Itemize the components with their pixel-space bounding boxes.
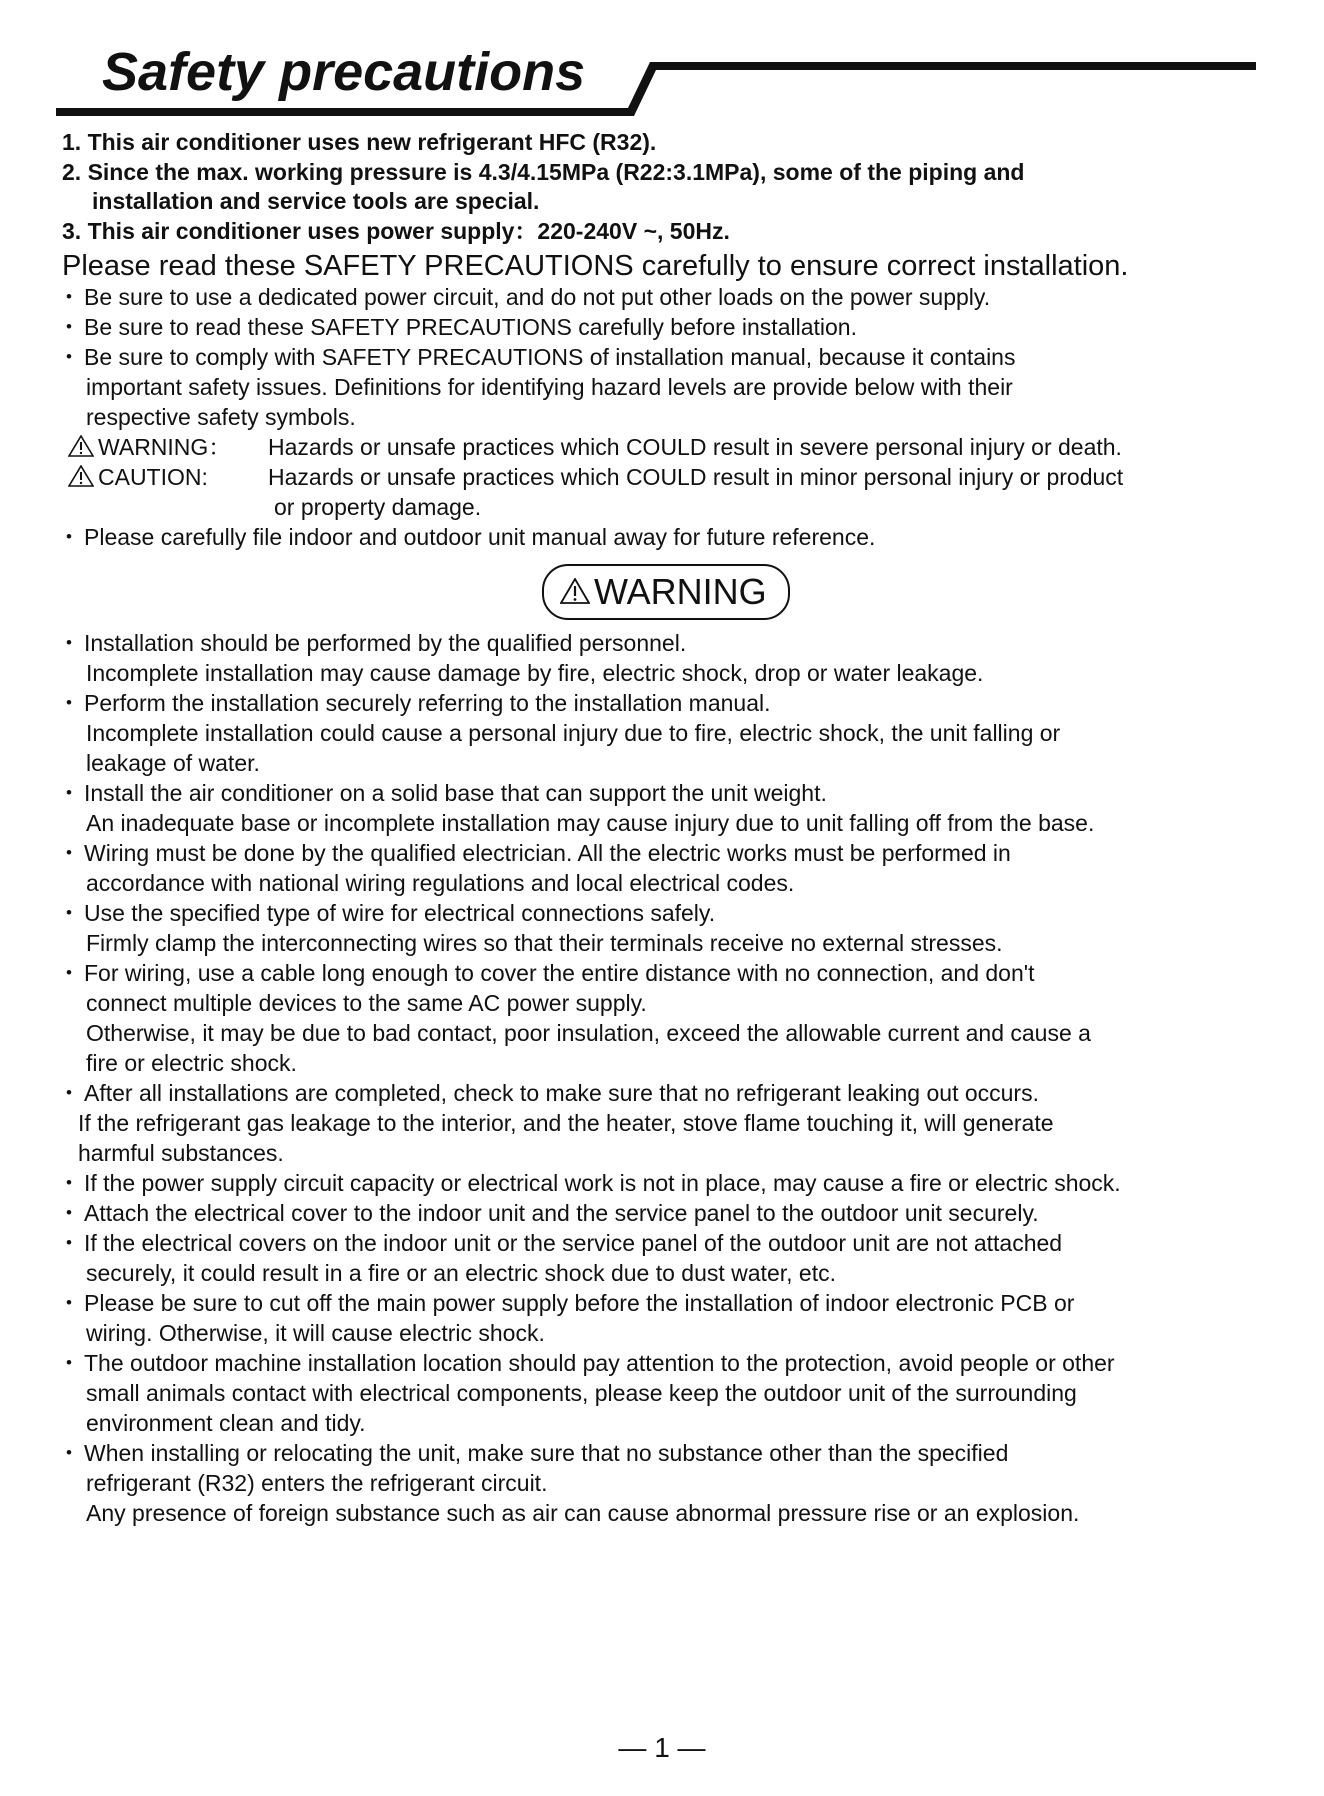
list-item: • Install the air conditioner on a solid base that can support the unit weight. <box>62 778 1292 808</box>
list-item-continuation: Incomplete installation may cause damage by fire, electric shock, drop or water leakage. <box>86 660 984 686</box>
list-item-continuation: accordance with national wiring regulations and local electrical codes. <box>86 870 795 896</box>
list-item-continuation: leakage of water. <box>86 750 260 776</box>
caution-triangle-icon <box>68 465 94 487</box>
list-item-continuation: Otherwise, it may be due to bad contact, poor insulation, exceed the allowable current and cause a <box>86 1020 1091 1046</box>
list-item: • Wiring must be done by the qualified electrician. All the electric works must be performed in <box>62 838 1292 868</box>
page-number: — 1 — <box>618 1732 706 1763</box>
list-item: • If the power supply circuit capacity or electrical work is not in place, may cause a fire or electric shock. <box>62 1168 1292 1198</box>
list-item-continuation: small animals contact with electrical components, please keep the outdoor unit of the surrounding <box>86 1380 1077 1406</box>
numbered-item: 3. This air conditioner uses power supply：220-240V ~, 50Hz. <box>62 217 730 244</box>
warning-triangle-icon <box>560 578 590 604</box>
list-item: • Perform the installation securely referring to the installation manual. <box>62 688 1292 718</box>
list-item-continuation: environment clean and tidy. <box>86 1410 366 1436</box>
list-item-continuation: If the refrigerant gas leakage to the interior, and the heater, stove flame touching it, will generate <box>78 1110 1054 1136</box>
numbered-item: 1. This air conditioner uses new refrigerant HFC (R32). <box>62 129 657 155</box>
numbered-item-continuation: installation and service tools are special. <box>92 188 540 214</box>
list-item: • Be sure to read these SAFETY PRECAUTIONS carefully before installation. <box>62 312 1292 342</box>
list-item: • Installation should be performed by the qualified personnel. <box>62 628 1292 658</box>
list-item-continuation: harmful substances. <box>78 1140 284 1166</box>
list-item-continuation: wiring. Otherwise, it will cause electric shock. <box>86 1320 545 1346</box>
list-item-continuation: securely, it could result in a fire or an electric shock due to dust water, etc. <box>86 1260 836 1286</box>
list-item-continuation: respective safety symbols. <box>86 404 356 430</box>
list-item: • When installing or relocating the unit, make sure that no substance other than the specified <box>62 1438 1292 1468</box>
warning-definition: WARNING： Hazards or unsafe practices which COULD result in severe personal injury or death. <box>62 432 1292 462</box>
hazard-definitions <box>62 432 1292 522</box>
content <box>62 128 1292 1528</box>
caution-definition-continuation: or property damage. <box>274 494 482 520</box>
lead-statement: Please read these SAFETY PRECAUTIONS carefully to ensure correct installation. <box>62 250 1129 282</box>
file-note: • Please carefully file indoor and outdoor unit manual away for future reference. <box>62 522 1292 552</box>
numbered-list <box>62 128 1292 246</box>
list-item: • Attach the electrical cover to the indoor unit and the service panel to the outdoor unit securely. <box>62 1198 1292 1228</box>
list-item-continuation: Any presence of foreign substance such as air can cause abnormal pressure rise or an explosion. <box>86 1500 1080 1526</box>
list-item: • Please be sure to cut off the main power supply before the installation of indoor electronic PCB or <box>62 1288 1292 1318</box>
list-item-continuation: connect multiple devices to the same AC power supply. <box>86 990 647 1016</box>
list-item-continuation: refrigerant (R32) enters the refrigerant circuit. <box>86 1470 548 1496</box>
list-item-continuation: Firmly clamp the interconnecting wires so that their terminals receive no external stresses. <box>86 930 1003 956</box>
list-item: • For wiring, use a cable long enough to cover the entire distance with no connection, and don't <box>62 958 1292 988</box>
list-item-continuation: important safety issues. Definitions for identifying hazard levels are provide below with their <box>86 374 1013 400</box>
warning-triangle-icon <box>68 435 94 457</box>
list-item-continuation: fire or electric shock. <box>86 1050 297 1076</box>
numbered-item: 2. Since the max. working pressure is 4.3/4.15MPa (R22:3.1MPa), some of the piping and <box>62 158 1025 185</box>
warning-heading: WARNING <box>594 571 767 612</box>
list-item: • If the electrical covers on the indoor unit or the service panel of the outdoor unit are not attached <box>62 1228 1292 1258</box>
list-item: • Use the specified type of wire for electrical connections safely. <box>62 898 1292 928</box>
warning-list <box>62 628 1292 1528</box>
list-item: • Be sure to comply with SAFETY PRECAUTIONS of installation manual, because it contains <box>62 342 1292 372</box>
page-title: Safety precautions <box>102 42 586 102</box>
list-item-continuation: An inadequate base or incomplete installation may cause injury due to unit falling off from the base. <box>86 810 1095 836</box>
intro-list <box>62 282 1292 432</box>
list-item-continuation: Incomplete installation could cause a personal injury due to fire, electric shock, the unit falling or <box>86 720 1061 746</box>
list-item: • After all installations are completed, check to make sure that no refrigerant leaking out occurs. <box>62 1078 1292 1108</box>
list-item: • Be sure to use a dedicated power circuit, and do not put other loads on the power supply. <box>62 282 1292 312</box>
warning-heading-badge <box>542 564 790 620</box>
caution-definition: CAUTION: Hazards or unsafe practices which COULD result in minor personal injury or product <box>62 462 1292 492</box>
list-item: • The outdoor machine installation location should pay attention to the protection, avoid people or other <box>62 1348 1292 1378</box>
